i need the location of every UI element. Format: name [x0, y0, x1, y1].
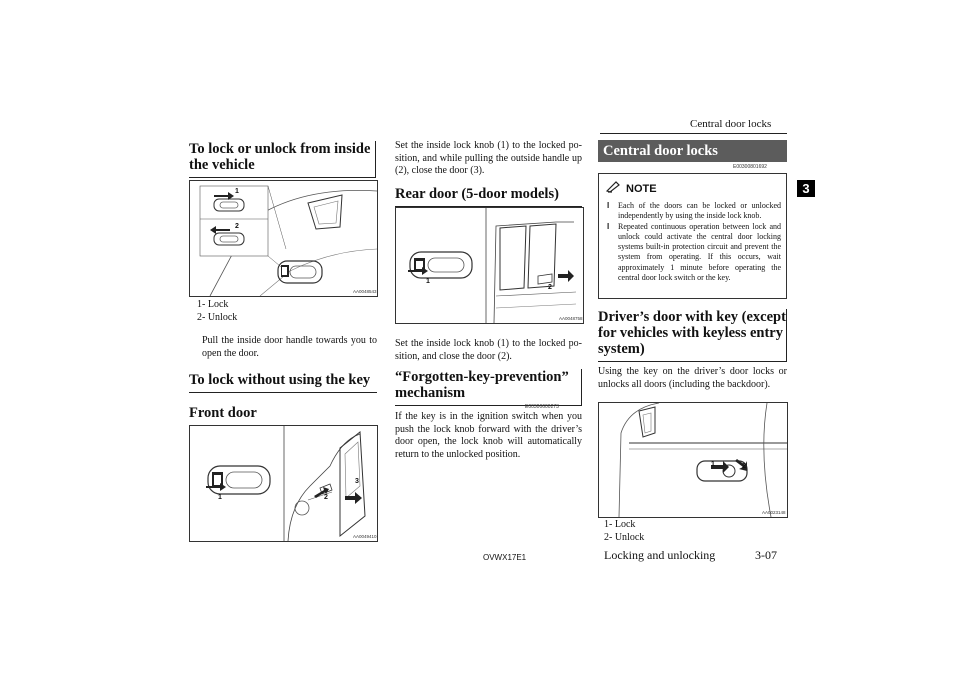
- figure-code: AA0048543: [353, 289, 377, 294]
- paragraph-pull-handle: Pull the inside door handle towards you to open the door.: [202, 335, 377, 359]
- note-header: [606, 180, 781, 198]
- caption-item: 2- Unlock: [197, 311, 238, 323]
- callout-2: 2: [324, 494, 328, 501]
- callout-1: 1: [218, 494, 222, 501]
- figure-code: AA0049410: [353, 534, 377, 539]
- caption-item: 2- Unlock: [604, 531, 645, 543]
- figure-code: AA0023148: [762, 510, 786, 515]
- callout-1: 1: [235, 188, 239, 195]
- banner-central-door-locks: Central door locks: [598, 140, 787, 162]
- callout-3: 3: [355, 478, 359, 485]
- heading-forgotten-key: “Forgotten-key-prevention” mechanism: [395, 369, 582, 406]
- paragraph-forgotten-key: If the key is in the ignition switch when you push the lock knob forward with the driver’s door open, the lock knob will automatically return to the unlocked position.: [395, 411, 582, 460]
- heading-drivers-door-key: Driver’s door with key (except for vehicles with keyless entry system): [598, 309, 787, 362]
- footer-section: Locking and unlocking: [604, 548, 716, 562]
- running-header: Central door locks: [690, 118, 772, 130]
- heading-lock-without-key: To lock without using the key: [189, 372, 377, 393]
- callout-2: 2: [235, 223, 239, 230]
- callout-2: 2: [548, 284, 552, 291]
- section-code: E00300600273: [525, 404, 559, 410]
- caption-item: 1- Lock: [604, 519, 636, 530]
- header-rule: [600, 133, 787, 134]
- figure-inside-handle: [189, 180, 378, 297]
- figure-code: AA0048758: [559, 316, 583, 321]
- paragraph-front-door-lock: Set the inside lock knob (1) to the locked po-sition, and while pulling the outside handle up (2), close the door (3).: [395, 140, 582, 177]
- figure-drivers-door-key: [598, 402, 788, 518]
- note-box: [598, 173, 787, 299]
- caption-item: 1- Lock: [197, 299, 229, 310]
- figure-rear-door: [395, 207, 584, 324]
- heading-front-door: Front door: [189, 405, 377, 426]
- paragraph-drivers-door: Using the key on the driver’s door locks or unlocks all doors (including the backdoor).: [598, 366, 787, 390]
- note-item: l Each of the doors can be locked or unlocked independently by using the inside lock knob.: [606, 201, 781, 222]
- paragraph-rear-door-lock: Set the inside lock knob (1) to the locked po-sition, and close the door (2).: [395, 338, 582, 362]
- callout-1: 1: [711, 461, 715, 468]
- note-icon: [606, 180, 622, 198]
- heading-rear-door: Rear door (5-door models): [395, 186, 582, 207]
- caption-list: [197, 299, 237, 324]
- note-label: NOTE: [626, 183, 657, 195]
- callout-1: 1: [426, 278, 430, 285]
- caption-list: [604, 519, 644, 544]
- figure-front-door: [189, 425, 378, 542]
- callout-2: 2: [742, 463, 746, 470]
- page-number: 3-07: [755, 548, 777, 562]
- chapter-tab: 3: [797, 180, 815, 197]
- section-code: E00300801692: [733, 164, 767, 170]
- heading-lock-unlock-inside: To lock or unlock from inside the vehicle: [189, 141, 376, 178]
- note-item: l Repeated continuous operation between lock and unlock could activate the central door locking systems built-in protection circuit and prevent the system from operating. If this occurs, wait approximately 1 minute before operating the central door lock switch or the key.: [606, 222, 781, 284]
- footer-code: OVWX17E1: [483, 553, 527, 562]
- note-list: [606, 201, 781, 283]
